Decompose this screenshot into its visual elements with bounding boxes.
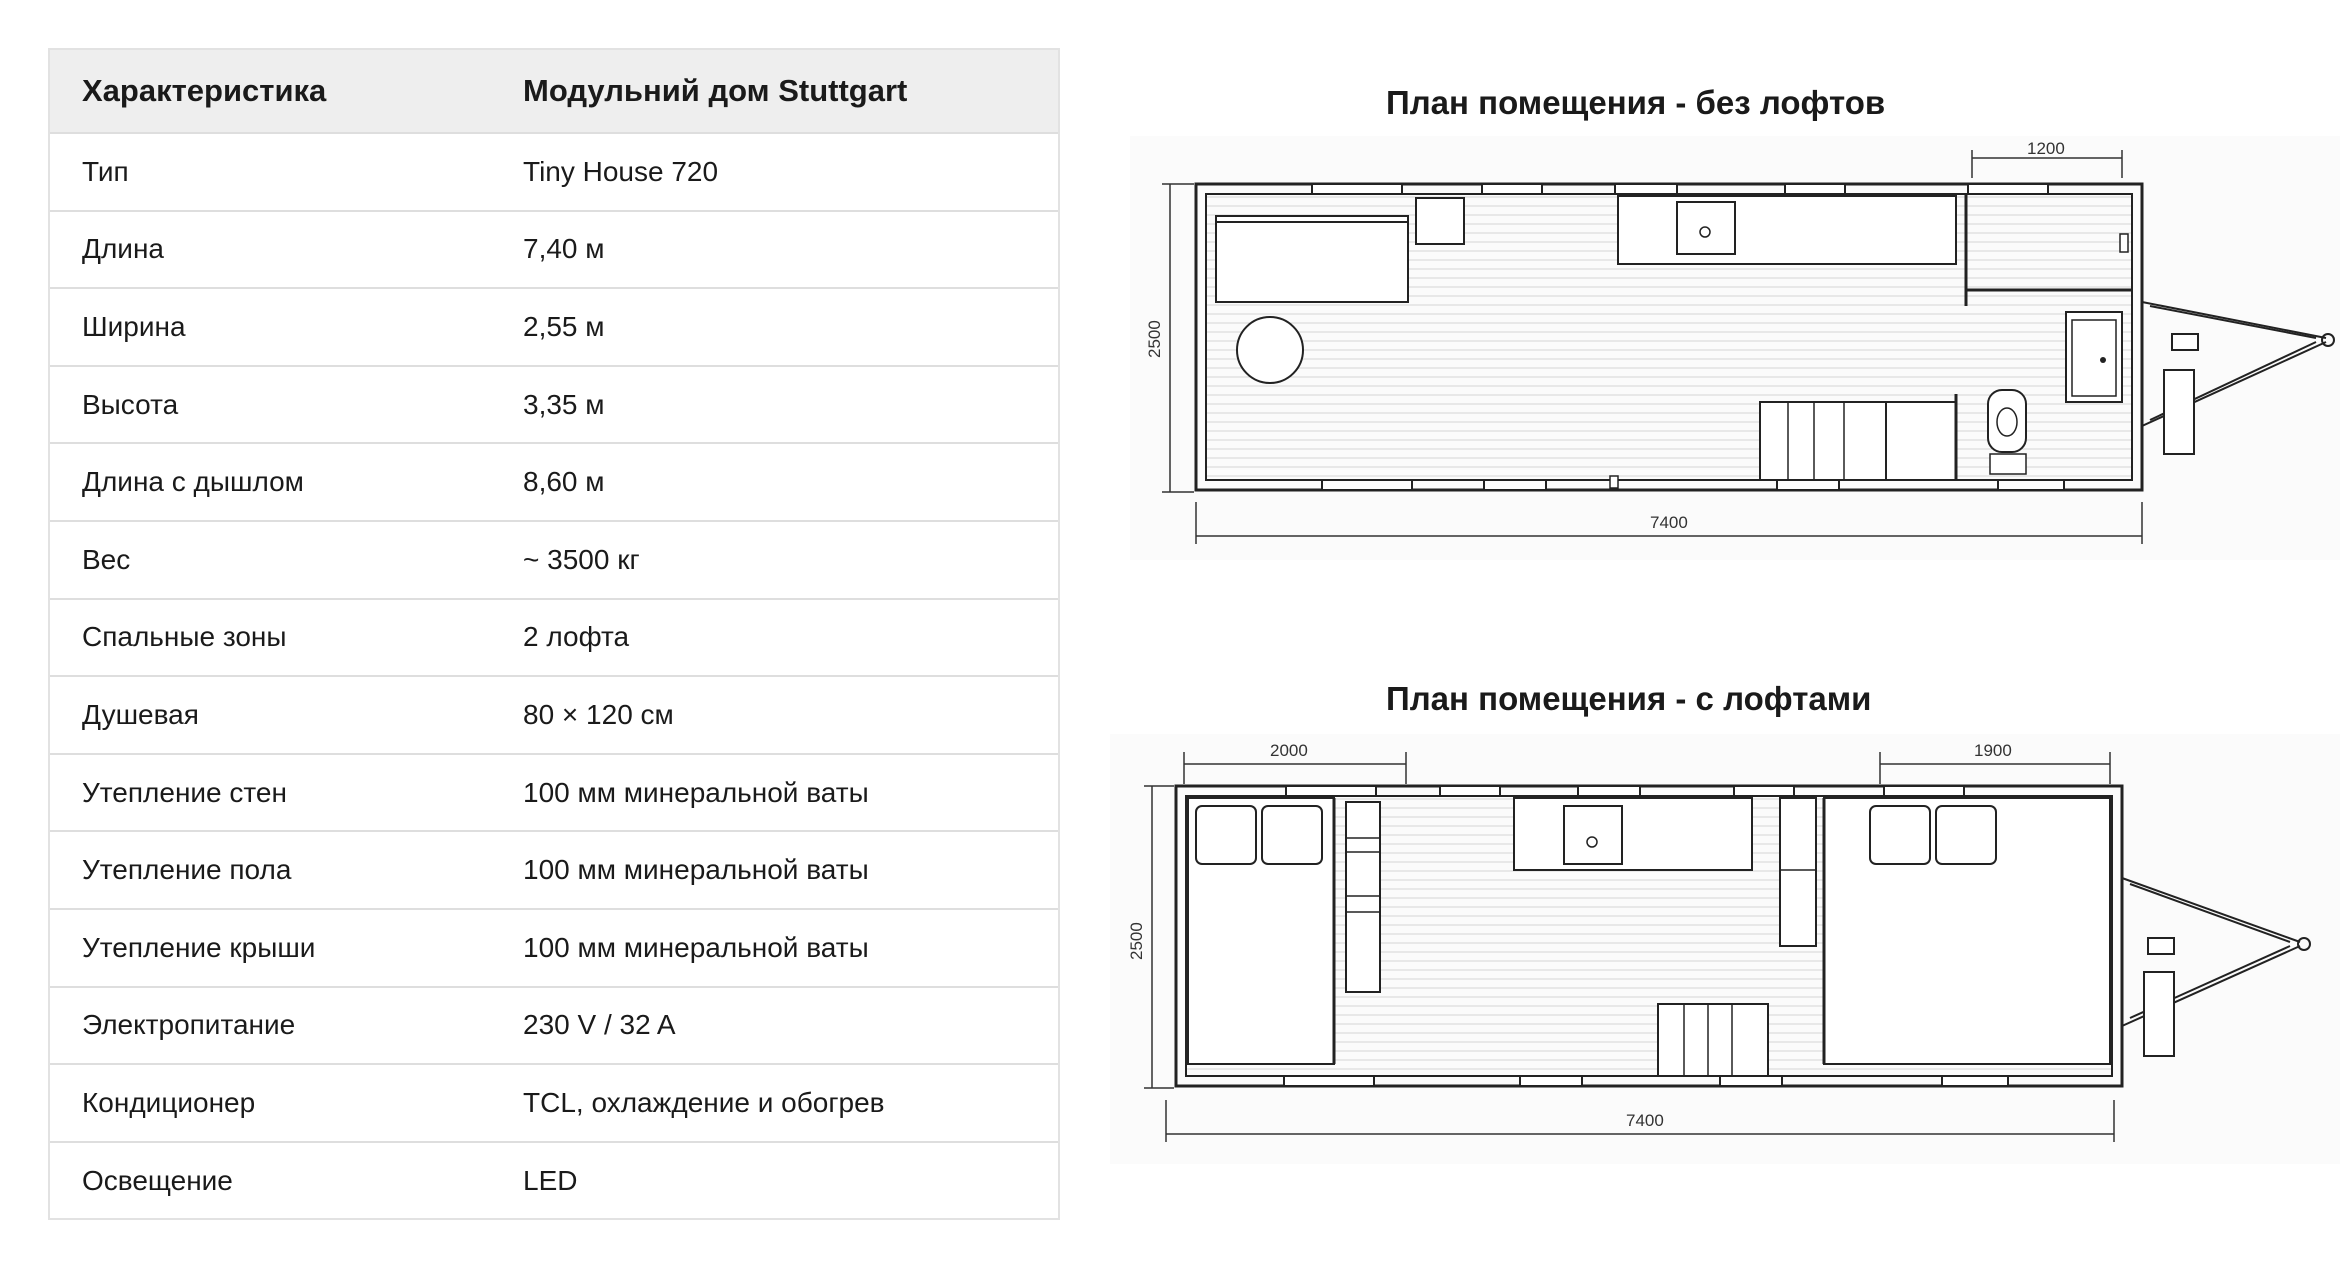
- plan2-kitchen-counter: [1514, 798, 1752, 870]
- table-row: [50, 908, 1058, 986]
- row-label: Ширина: [82, 310, 186, 342]
- row-label: Вес: [82, 543, 131, 575]
- plan2-dim-2500: 2500: [1127, 922, 1146, 960]
- table-row: [50, 598, 1058, 676]
- row-value: LED: [523, 1164, 578, 1196]
- header-model: Модульний дом Stuttgart: [523, 73, 908, 108]
- row-label: Тип: [82, 155, 129, 187]
- row-value: 230 V / 32 A: [523, 1009, 676, 1041]
- plan2-left-pillow-1: [1196, 806, 1256, 864]
- table-row: [50, 675, 1058, 753]
- plan1-sofa: [1216, 216, 1408, 302]
- row-value: TCL, охлаждение и обогрев: [523, 1086, 885, 1118]
- row-value: 3,35 м: [523, 388, 605, 420]
- plan2-stairs: [1658, 1004, 1768, 1076]
- plan2-right-pillow-1: [1870, 806, 1930, 864]
- row-value: 100 мм минеральной ваты: [523, 854, 869, 886]
- row-label: Душевая: [82, 698, 199, 730]
- plan1-kitchen-counter: [1618, 196, 1956, 264]
- row-label: Кондиционер: [82, 1086, 256, 1118]
- row-value: 8,60 м: [523, 466, 605, 498]
- table-row: [50, 210, 1058, 288]
- table-row: [50, 442, 1058, 520]
- table-row: [50, 830, 1058, 908]
- row-value: ~ 3500 кг: [523, 543, 640, 575]
- plan2-dim-1900: 1900: [1974, 741, 2012, 760]
- plan2-sink: [1564, 806, 1622, 864]
- row-value: 80 × 120 см: [523, 698, 674, 730]
- plan2-dim-2000: 2000: [1270, 741, 1308, 760]
- row-label: Высота: [82, 388, 179, 420]
- row-value: 7,40 м: [523, 233, 605, 265]
- row-label: Длина с дышлом: [82, 466, 304, 498]
- plan1-title: План помещения - без лофтов: [1386, 84, 1886, 121]
- row-label: Утепление пола: [82, 854, 292, 886]
- table-row: [50, 365, 1058, 443]
- header-characteristic: Характеристика: [82, 73, 327, 108]
- plan1-toilet: [1988, 390, 2026, 452]
- row-value: Tiny House 720: [523, 155, 719, 187]
- row-label: Электропитание: [82, 1009, 296, 1041]
- table-row: [50, 287, 1058, 365]
- table-header: [50, 50, 1058, 132]
- row-label: Длина: [82, 233, 164, 265]
- floor-plan-with-lofts: [1100, 728, 2340, 1168]
- plan2-right-pillow-2: [1936, 806, 1996, 864]
- row-label: Освещение: [82, 1164, 233, 1196]
- table-row: [50, 1063, 1058, 1141]
- row-label: Спальные зоны: [82, 621, 287, 653]
- plan1-round-table: [1237, 317, 1303, 383]
- plan1-bath-sink: [2066, 312, 2122, 402]
- plan1-dim-2500: 2500: [1145, 320, 1164, 358]
- plan1-dim-1200: 1200: [2027, 139, 2065, 158]
- plan1-dim-7400: 7400: [1650, 513, 1688, 532]
- floor-plan-no-lofts: [1100, 126, 2340, 566]
- plan2-dim-7400: 7400: [1626, 1111, 1664, 1130]
- plan1-sink: [1677, 202, 1735, 254]
- table-row: [50, 753, 1058, 831]
- table-row: [50, 132, 1058, 210]
- table-row: [50, 520, 1058, 598]
- plan2-shelves: [1346, 802, 1380, 992]
- plan1-storage-stairs: [1760, 402, 1886, 480]
- plan2-title: План помещения - с лофтами: [1386, 680, 1872, 717]
- row-value: 2,55 м: [523, 310, 605, 342]
- row-label: Утепление стен: [82, 776, 287, 808]
- plan2-left-pillow-2: [1262, 806, 1322, 864]
- row-value: 100 мм минеральной ваты: [523, 776, 869, 808]
- table-row: [50, 986, 1058, 1064]
- spec-table: [48, 48, 1060, 1220]
- table-row: [50, 1141, 1058, 1219]
- row-label: Утепление крыши: [82, 931, 316, 963]
- row-value: 2 лофта: [523, 621, 630, 653]
- row-value: 100 мм минеральной ваты: [523, 931, 869, 963]
